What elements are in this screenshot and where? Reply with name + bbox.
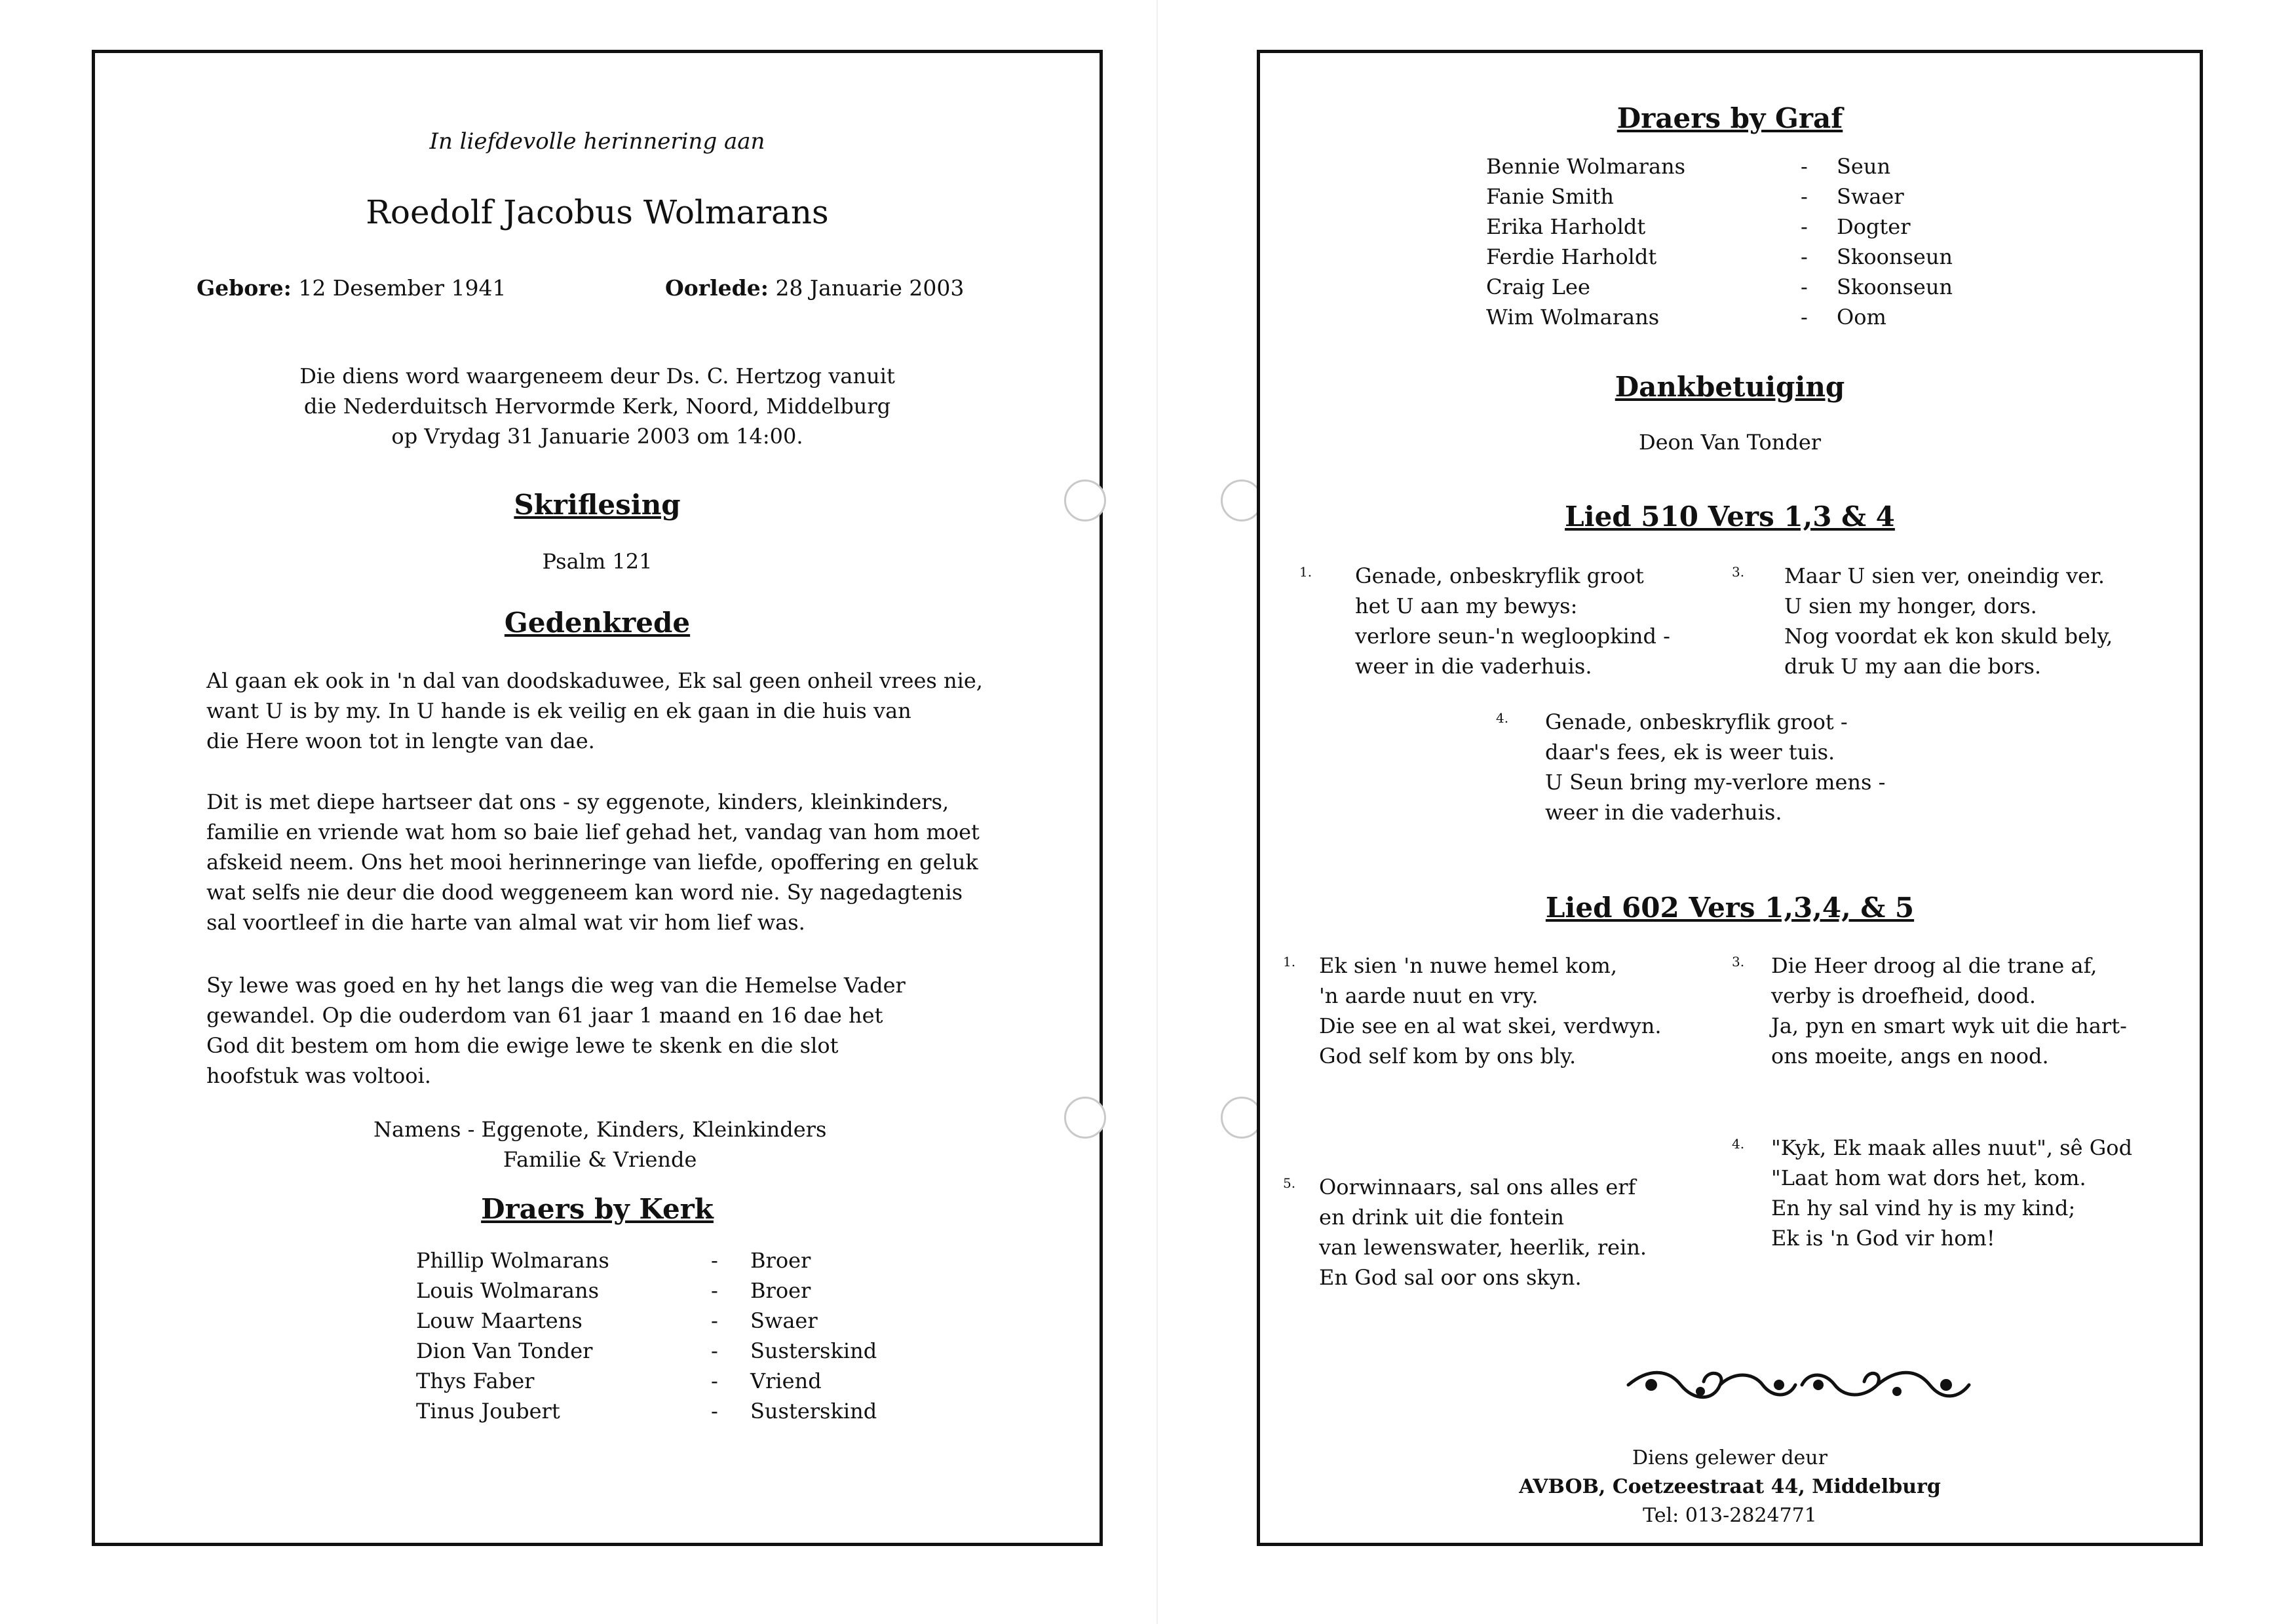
bearer-row (1486, 212, 2010, 242)
verse-line: het U aan my bewys: (1355, 594, 1578, 618)
hymn-602-verse-5 (1319, 1172, 1647, 1293)
bearer-relation: Susterskind (750, 1338, 877, 1363)
bearer-dash: - (711, 1278, 718, 1303)
bearer-name: Craig Lee (1486, 274, 1590, 299)
eulogy-line: want U is by my. In U hande is ek veilig en ek gaan in die huis van (206, 698, 911, 723)
verse-line: van lewenswater, heerlik, rein. (1319, 1235, 1647, 1260)
eulogy-title: Gedenkrede (504, 607, 691, 639)
verse-line: "Laat hom wat dors het, kom. (1771, 1165, 2086, 1190)
bearer-row (1486, 302, 2010, 332)
bearer-row (1486, 181, 2010, 212)
flourish-ornament-icon (1622, 1362, 1976, 1408)
center-fold (1157, 0, 1158, 1624)
verse-line: Ja, pyn en smart wyk uit die hart- (1771, 1013, 2127, 1038)
bearer-dash: - (1801, 154, 1808, 179)
bearers-grave-title: Draers by Graf (1617, 102, 1843, 134)
bearer-relation: Oom (1837, 305, 1886, 330)
eulogy-line: wat selfs nie deur die dood weggeneem kan word nie. Sy nagedagtenis (206, 880, 963, 905)
bearer-relation: Susterskind (750, 1399, 877, 1424)
eulogy-line: familie en vriende wat hom so baie lief gehad het, vandag van hom moet (206, 820, 980, 844)
verse-line: Nog voordat ek kon skuld bely, (1784, 624, 2113, 649)
bearer-dash: - (1801, 305, 1808, 330)
verse-line: 'n aarde nuut en vry. (1319, 983, 1539, 1008)
bearer-dash: - (1801, 274, 1808, 299)
birth-info (197, 275, 506, 301)
verse-line: En hy sal vind hy is my kind; (1771, 1196, 2076, 1220)
bearer-name: Phillip Wolmarans (416, 1248, 609, 1273)
died-label: Oorlede: (665, 275, 769, 301)
bearer-row (416, 1366, 940, 1396)
eulogy-line: sal voortleef in die harte van almal wat vir hom lief was. (206, 910, 805, 935)
bearer-dash: - (711, 1248, 718, 1273)
on-behalf-line: Familie & Vriende (503, 1147, 697, 1172)
bearer-row (416, 1396, 940, 1426)
reading-title: Skriflesing (514, 489, 681, 521)
eulogy-line: God dit bestem om hom die ewige lewe te skenk en die slot (206, 1033, 839, 1058)
verse-line: God self kom by ons bly. (1319, 1044, 1577, 1068)
verse-number: 1. (1299, 564, 1312, 580)
bearer-row (416, 1306, 940, 1336)
bearer-relation: Swaer (1837, 184, 1904, 209)
service-line: op Vrydag 31 Januarie 2003 om 14:00. (391, 424, 803, 449)
verse-line: ons moeite, angs en nood. (1771, 1044, 2049, 1068)
hymn-602-title: Lied 602 Vers 1,3,4, & 5 (1545, 892, 1915, 924)
verse-line: daar's fees, ek is weer tuis. (1545, 740, 1835, 765)
eulogy-paragraph-3 (206, 970, 906, 1091)
hymn-510-verse-1 (1355, 561, 1670, 681)
bearer-dash: - (711, 1369, 718, 1393)
bearer-name: Thys Faber (416, 1369, 535, 1393)
bearer-dash: - (1801, 244, 1808, 269)
right-page (1257, 50, 2203, 1546)
hymn-602-verse-4 (1771, 1133, 2132, 1253)
bearer-relation: Broer (750, 1248, 811, 1273)
bearer-name: Ferdie Harholdt (1486, 244, 1657, 269)
bearer-row (1486, 272, 2010, 302)
verse-line: Oorwinnaars, sal ons alles erf (1319, 1175, 1636, 1199)
verse-line: Genade, onbeskryflik groot - (1545, 709, 1848, 734)
eulogy-line: die Here woon tot in lengte van dae. (206, 728, 595, 753)
bearer-name: Dion Van Tonder (416, 1338, 593, 1363)
bearers-grave-list (1486, 151, 2010, 332)
eulogy-paragraph-1 (206, 666, 983, 756)
verse-line: Die Heer droog al die trane af, (1771, 953, 2097, 978)
verse-number: 3. (1732, 564, 1745, 580)
punch-hole (1064, 480, 1106, 521)
verse-number: 3. (1732, 954, 1745, 970)
verse-line: Genade, onbeskryflik groot (1355, 563, 1644, 588)
verse-number: 4. (1732, 1136, 1745, 1152)
bearer-name: Erika Harholdt (1486, 214, 1646, 239)
bearers-church-title: Draers by Kerk (481, 1193, 714, 1225)
bearer-relation: Skoonseun (1837, 274, 1953, 299)
left-page (92, 50, 1103, 1546)
service-line: die Nederduitsch Hervormde Kerk, Noord, Middelburg (303, 394, 891, 419)
eulogy-paragraph-2 (206, 787, 980, 937)
eulogy-line: Dit is met diepe hartseer dat ons - sy eggenote, kinders, kleinkinders, (206, 789, 949, 814)
bearer-name: Tinus Joubert (416, 1399, 560, 1424)
verse-number: 1. (1283, 954, 1296, 970)
verse-line: weer in die vaderhuis. (1545, 800, 1782, 825)
bearer-name: Wim Wolmarans (1486, 305, 1660, 330)
eulogy-line: Al gaan ek ook in 'n dal van doodskaduwee, Ek sal geen onheil vrees nie, (206, 668, 983, 693)
verse-line: weer in die vaderhuis. (1355, 654, 1592, 679)
died-date: 28 Januarie 2003 (775, 275, 965, 301)
bearer-relation: Vriend (750, 1369, 822, 1393)
bearer-relation: Seun (1837, 154, 1891, 179)
bearer-row (416, 1275, 940, 1306)
bearers-church-list (416, 1245, 940, 1426)
bearer-name: Fanie Smith (1486, 184, 1615, 209)
verse-line: verlore seun-'n wegloopkind - (1355, 624, 1670, 649)
verse-number: 4. (1496, 710, 1509, 726)
punch-hole (1064, 1097, 1106, 1139)
service-line: Die diens word waargeneem deur Ds. C. Hertzog vanuit (299, 364, 895, 388)
footer-line: Tel: 013-2824771 (1643, 1504, 1817, 1527)
born-date: 12 Desember 1941 (298, 275, 507, 301)
bearer-row (416, 1245, 940, 1275)
bearer-dash: - (1801, 184, 1808, 209)
eulogy-line: Sy lewe was goed en hy het langs die weg van die Hemelse Vader (206, 973, 906, 998)
funeral-services-footer (1260, 1444, 2200, 1530)
verse-line: Maar U sien ver, oneindig ver. (1784, 563, 2105, 588)
verse-line: "Kyk, Ek maak alles nuut", sê God (1771, 1135, 2133, 1160)
hymn-510-verse-4 (1545, 707, 1885, 827)
bearer-name: Bennie Wolmarans (1486, 154, 1686, 179)
death-info (665, 275, 964, 301)
eulogy-line: hoofstuk was voltooi. (206, 1063, 431, 1088)
verse-line: Ek sien 'n nuwe hemel kom, (1319, 953, 1617, 978)
thanks-name: Deon Van Tonder (1638, 430, 1822, 455)
verse-line: En God sal oor ons skyn. (1319, 1265, 1582, 1290)
bearer-dash: - (1801, 214, 1808, 239)
hymn-510-verse-3 (1784, 561, 2113, 681)
hymn-602-verse-3 (1771, 951, 2127, 1071)
footer-line: Diens gelewer deur (1632, 1446, 1827, 1469)
footer-line: AVBOB, Coetzeestraat 44, Middelburg (1519, 1475, 1941, 1498)
bearer-relation: Broer (750, 1278, 811, 1303)
deceased-name: Roedolf Jacobus Wolmarans (366, 193, 829, 231)
bearer-relation: Skoonseun (1837, 244, 1953, 269)
on-behalf-line: Namens - Eggenote, Kinders, Kleinkinders (373, 1117, 827, 1142)
verse-line: U Seun bring my-verlore mens - (1545, 770, 1886, 795)
eulogy-line: afskeid neem. Ons het mooi herinneringe van liefde, opoffering en geluk (206, 850, 978, 875)
reading-text: Psalm 121 (542, 549, 653, 574)
on-behalf-of (373, 1114, 826, 1175)
born-label: Gebore: (197, 275, 292, 301)
verse-line: en drink uit die fontein (1319, 1205, 1564, 1230)
bearer-dash: - (711, 1308, 718, 1333)
verse-line: U sien my honger, dors. (1784, 594, 2037, 618)
service-info (95, 361, 1100, 451)
bearer-relation: Dogter (1837, 214, 1911, 239)
hymn-602-verse-1 (1319, 951, 1662, 1071)
verse-line: Die see en al wat skei, verdwyn. (1319, 1013, 1662, 1038)
bearer-row (416, 1336, 940, 1366)
verse-number: 5. (1283, 1175, 1296, 1191)
bearer-relation: Swaer (750, 1308, 818, 1333)
bearer-row (1486, 242, 2010, 272)
bearer-dash: - (711, 1338, 718, 1363)
verse-line: Ek is 'n God vir hom! (1771, 1226, 1995, 1251)
thanks-title: Dankbetuiging (1615, 371, 1845, 403)
bearer-row (1486, 151, 2010, 181)
intro-text: In liefdevolle herinnering aan (429, 128, 765, 155)
eulogy-line: gewandel. Op die ouderdom van 61 jaar 1 maand en 16 dae het (206, 1003, 883, 1028)
bearer-name: Louis Wolmarans (416, 1278, 599, 1303)
bearer-dash: - (711, 1399, 718, 1424)
verse-line: druk U my aan die bors. (1784, 654, 2042, 679)
hymn-510-title: Lied 510 Vers 1,3 & 4 (1565, 500, 1895, 533)
verse-line: verby is droefheid, dood. (1771, 983, 2036, 1008)
bearer-name: Louw Maartens (416, 1308, 583, 1333)
